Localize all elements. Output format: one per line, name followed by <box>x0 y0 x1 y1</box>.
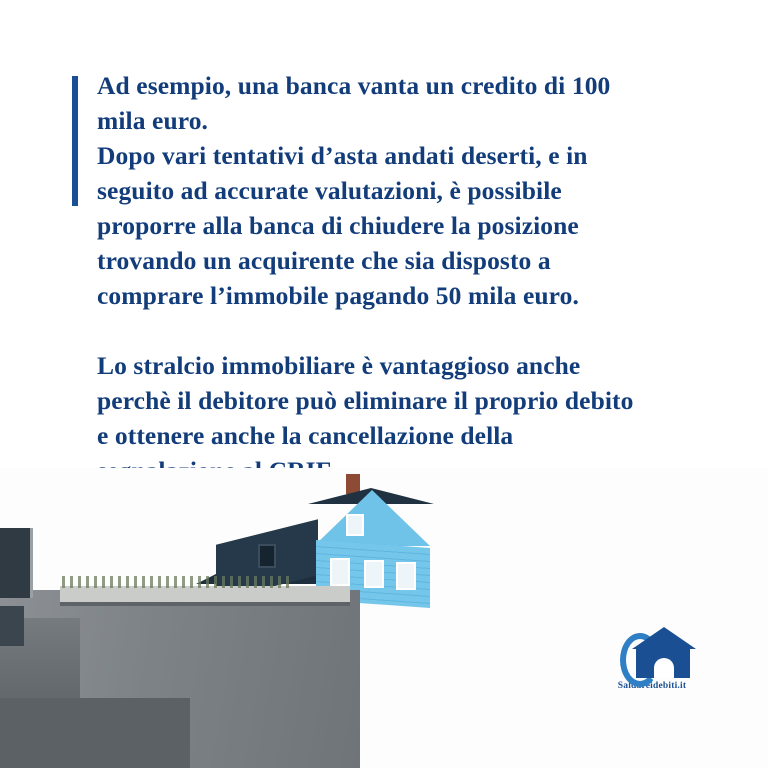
paragraphs <box>97 68 707 488</box>
building-window-strip-lower <box>0 606 24 646</box>
roof-railing <box>62 576 292 588</box>
paragraph-1-line-5: proporre alla banca di chiudere la posizione <box>97 211 579 240</box>
logo-text: Saldareidebiti.it <box>617 681 687 691</box>
paragraph-1-line-7: comprare l’immobile pagando 50 mila euro. <box>97 281 579 310</box>
logo-house-icon <box>606 625 698 679</box>
window-gable <box>346 514 364 536</box>
logo-door <box>654 658 674 678</box>
accent-bar <box>72 76 78 206</box>
paragraph-1 <box>97 68 707 313</box>
window-front-3 <box>396 562 416 590</box>
building-window-strip-upper <box>0 528 33 598</box>
house-photo <box>0 468 768 768</box>
window-front-1 <box>330 558 350 586</box>
paragraph-2-line-3: e ottenere anche la cancellazione della <box>97 421 514 450</box>
concrete-lower-block <box>0 698 190 768</box>
roof-deck-slab <box>60 586 350 602</box>
paragraph-1-line-1: Ad esempio, una banca vanta un credito di 100 <box>97 71 611 100</box>
logo[interactable] <box>606 625 698 697</box>
window-side-1 <box>258 544 276 568</box>
paragraph-1-line-6: trovando un acquirente che sia disposto a <box>97 246 551 275</box>
paragraph-1-line-2: mila euro. <box>97 106 209 135</box>
paragraph-2 <box>97 348 707 488</box>
paragraph-2-line-1: Lo stralcio immobiliare è vantaggioso anche <box>97 351 581 380</box>
window-front-2 <box>364 560 384 588</box>
paragraph-2-line-2: perchè il debitore può eliminare il proprio debito <box>97 386 634 415</box>
paragraph-1-line-4: seguito ad accurate valutazioni, è possibile <box>97 176 562 205</box>
logo-roof <box>632 627 696 649</box>
house-gable <box>314 490 430 546</box>
paragraph-1-line-3: Dopo vari tentativi d’asta andati deserti, e in <box>97 141 588 170</box>
